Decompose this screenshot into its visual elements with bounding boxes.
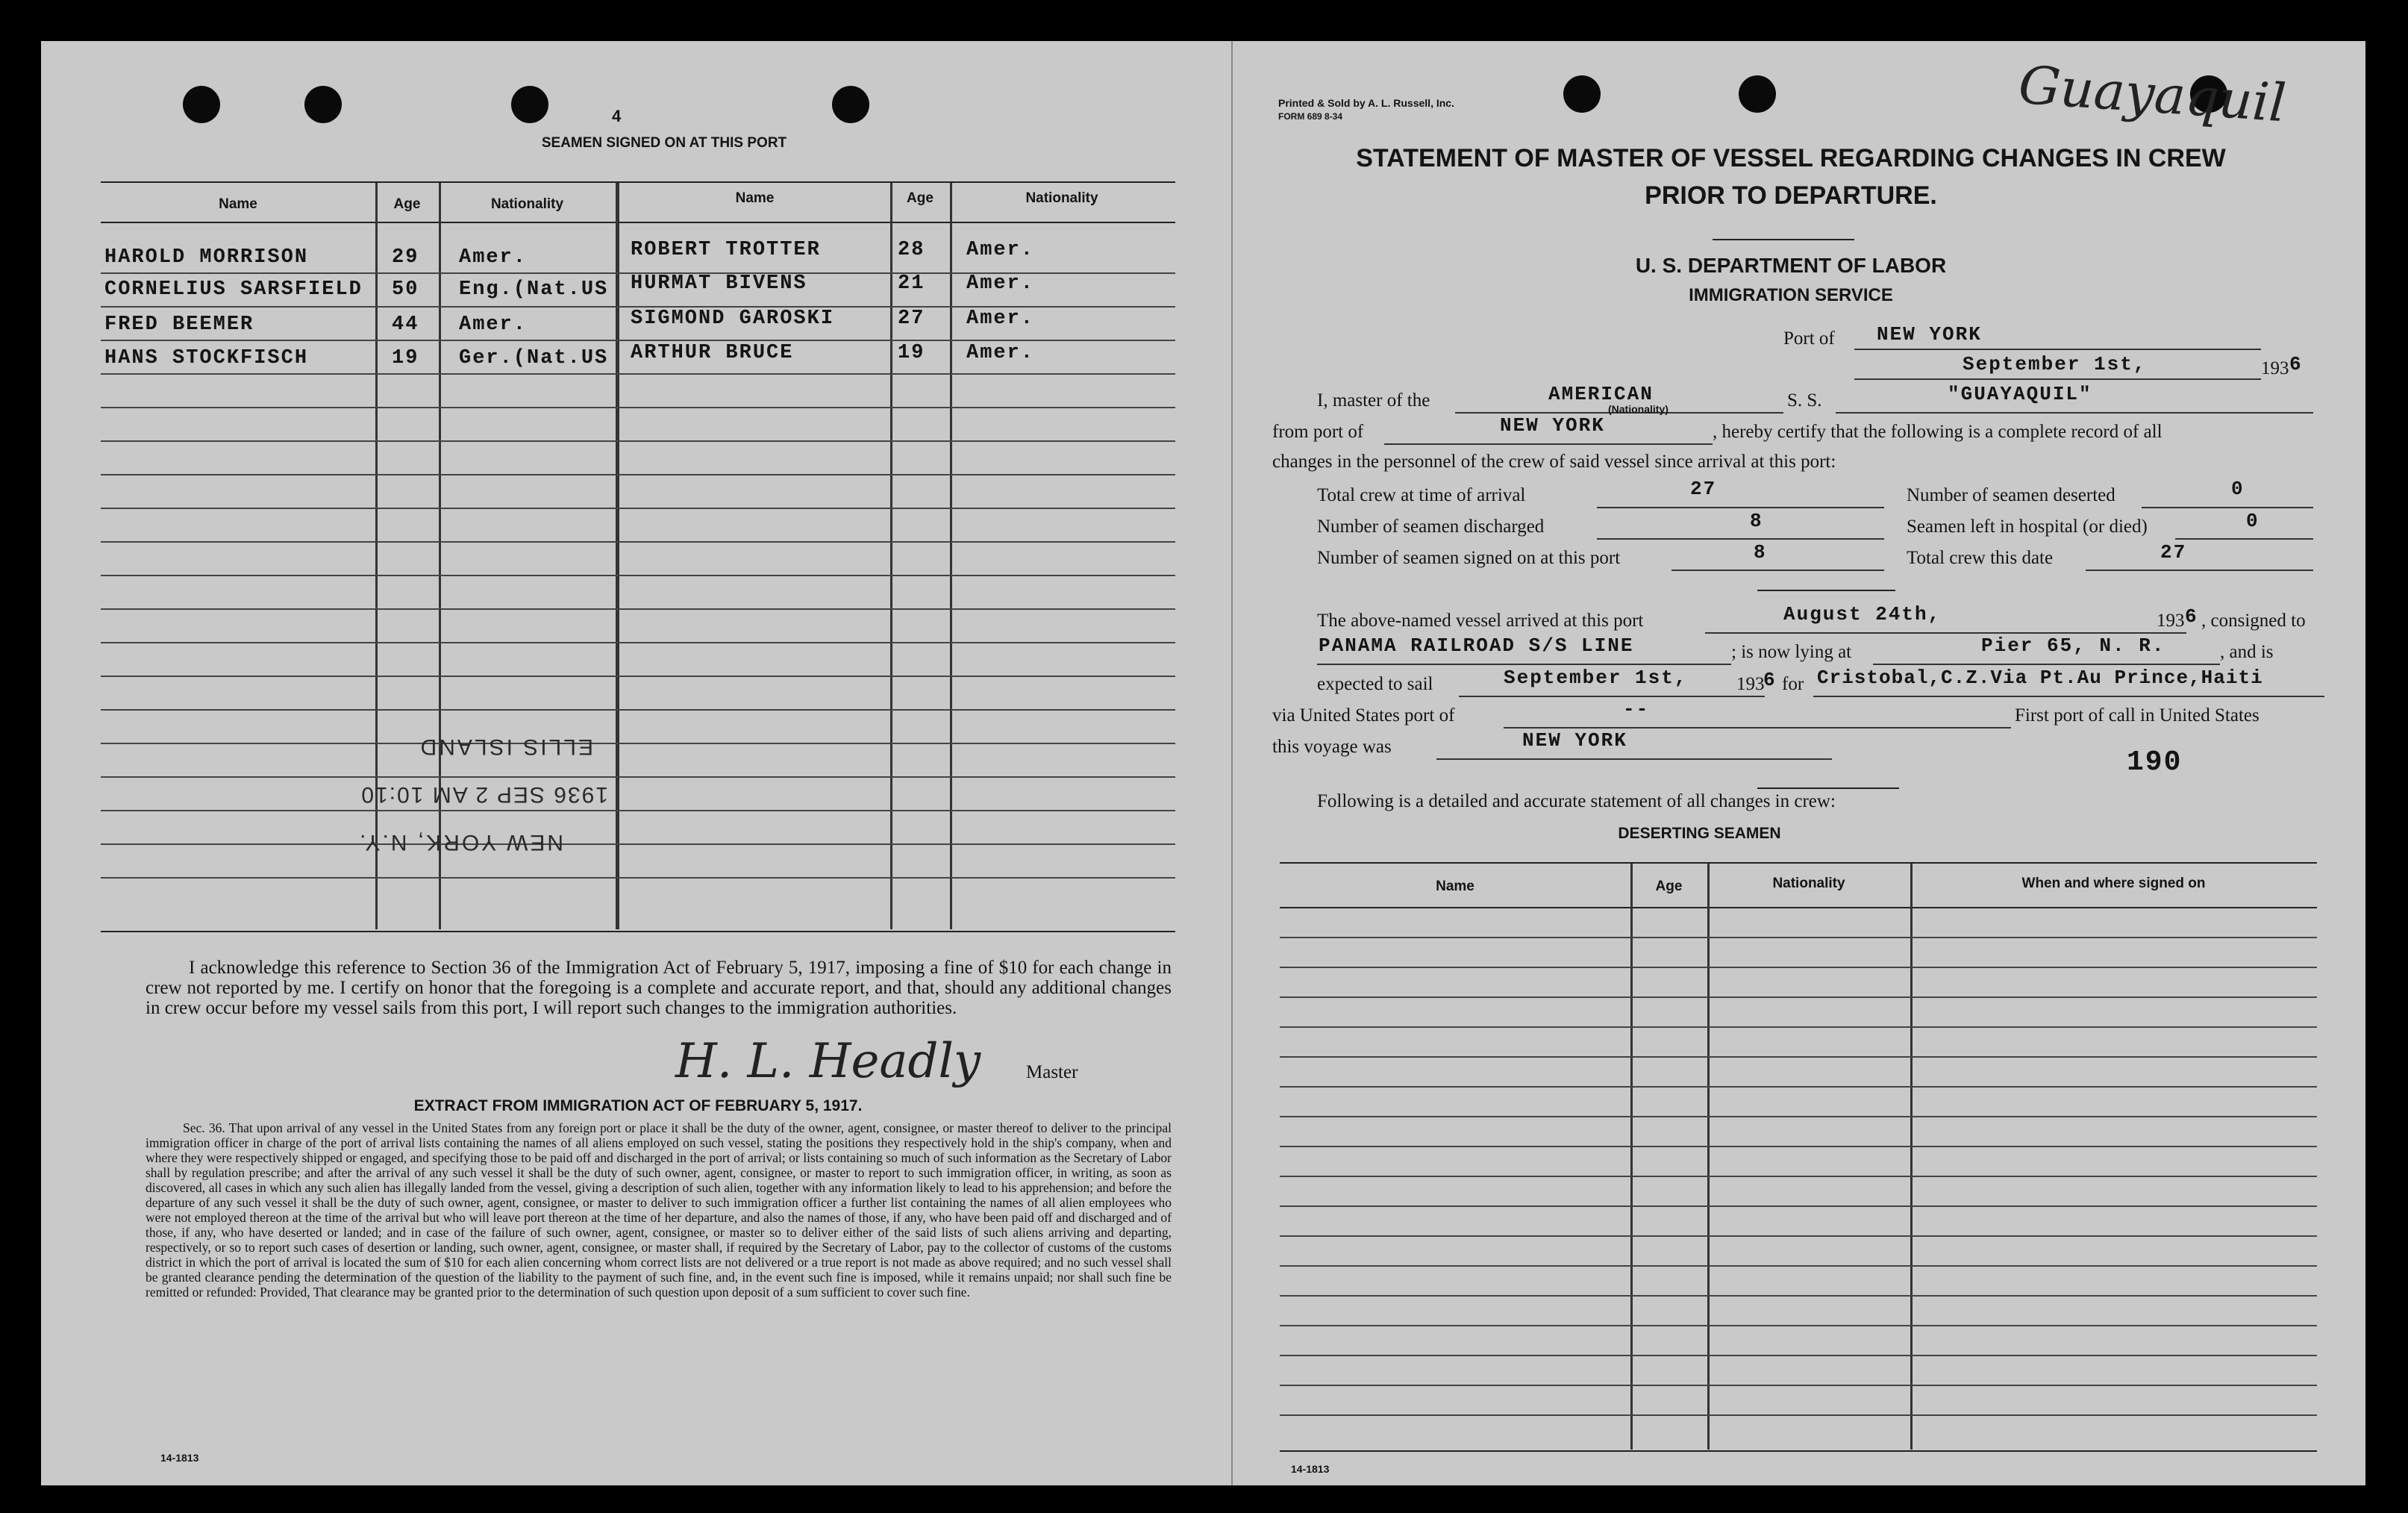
master-label: Master — [1026, 1062, 1078, 1082]
form-subtitle: PRIOR TO DEPARTURE. — [1645, 181, 1937, 210]
arrived-year-suffix: 6 — [2185, 605, 2198, 628]
table-row: ROBERT TROTTER — [631, 239, 821, 261]
via-label: via United States port of — [1272, 705, 1455, 726]
printer-credit: Printed & Sold by A. L. Russell, Inc. — [1278, 97, 1454, 109]
nationality-caption: (Nationality) — [1608, 403, 1669, 415]
table-row: 29 — [392, 246, 419, 269]
signed-label: Number of seamen signed on at this port — [1317, 548, 1621, 568]
expected-label: expected to sail — [1317, 674, 1433, 694]
deserting-title: DESERTING SEAMEN — [1618, 825, 1781, 842]
extract-title: EXTRACT FROM IMMIGRATION ACT OF FEBRUARY 5, 1917. — [413, 1097, 863, 1114]
table-row: HANS STOCKFISCH — [104, 347, 309, 369]
table-row: 19 — [898, 342, 925, 364]
section-title: SEAMEN SIGNED ON AT THIS PORT — [541, 135, 787, 151]
desert-col-when-where: When and where signed on — [2021, 876, 2206, 891]
lying-value: Pier 65, N. R. — [1981, 634, 2165, 657]
table-row: 21 — [898, 272, 925, 295]
acknowledgement-text: I acknowledge this reference to Section 36 of the Immigration Act of February 5, 1917, imposing a fine of $10 for each change in crew not reported by me. I certify on honor that the foregoing is a complete and accurate report, and that, should any additional changes in crew occur before my vessel sails from this port, I will report such changes to the immigration authorities. — [146, 958, 1172, 1018]
destination-value: Cristobal,C.Z.Via Pt.Au Prince,Haiti — [1817, 667, 2263, 689]
table-row: HURMAT BIVENS — [631, 272, 807, 295]
expected-year-suffix: 6 — [1763, 669, 1777, 691]
extract-text: Sec. 36. That upon arrival of any vessel in the United States from any foreign port or place it shall be the duty of the owner, agent, consignee, or master thereof to deliver to the principal immigration officer in charge of the port of arrival lists containing the names of all aliens employed on such vessel, stating the positions they respectively hold in the ship's company, when and where they were respectively shipped or engaged, and specifying those to be paid off and discharged in the port of arrival; or lists containing so much of such information as the Secretary of Labor shall by regulation prescribe; and after the arrival of any such vessel it shall be the duty of such owner, agent, consignee, or master to report to such immigration officer, in writing, as soon as discovered, all cases in which any such alien has illegally landed from the vessel, giving a description of such alien, together with any information likely to lead to his apprehension; and before the departure of any such vessel it shall be the duty of such owner, agent, consignee, or master to deliver to such immigration officer a further list containing the names of all alien employees who were not employed thereon at the time of the arrival but who will leave port thereon at the time of her departure, and also the names of those, if any, who have been paid off and discharged and of those, if any, who have deserted or landed; and in case of the failure of such owner, agent, consignee, or master so to deliver either of the said lists of such aliens arriving and departing, respectively, or so to report such cases of desertion or landing, such owner, agent, consignee, or master shall, if required by the Secretary of Labor, pay to the collector of customs of the customs district in which the port of arrival is located the sum of $10 for each alien concerning whom correct lists are not delivered or a true report is not made as above required; and no such vessel shall be granted clearance pending the determination of the question of the liability to the payment of such fine, and, in the event such fine is imposed, while it remains unpaid; nor shall such fine be remitted or refunded: Provided, That clearance may be granted prior to the determination of such question upon deposit of a sum sufficient to cover such fine. — [146, 1120, 1172, 1300]
punch-hole — [304, 86, 342, 123]
discharged-value: 8 — [1750, 510, 1763, 532]
lying-label: ; is now lying at — [1731, 642, 1852, 662]
port-value: NEW YORK — [1877, 323, 1982, 346]
hospital-label: Seamen left in hospital (or died) — [1907, 517, 2148, 537]
form-code: 14-1813 — [1291, 1463, 1330, 1475]
page-fold — [1231, 41, 1233, 1485]
table-row: Eng.(Nat.US — [459, 278, 609, 301]
table-row: Amer. — [966, 342, 1035, 364]
for-label: for — [1782, 674, 1804, 694]
table-row: Amer. — [966, 239, 1035, 261]
table-row: Amer. — [459, 313, 528, 336]
master-of-label: I, master of the — [1317, 390, 1430, 411]
punch-hole — [511, 86, 548, 123]
table-row: 50 — [392, 278, 419, 301]
department: U. S. DEPARTMENT OF LABOR — [1635, 254, 1947, 277]
consignee-value: PANAMA RAILROAD S/S LINE — [1319, 634, 1634, 657]
table-row: Amer. — [459, 246, 528, 269]
col-header-name: Name — [735, 190, 775, 206]
table-row: ARTHUR BRUCE — [631, 342, 794, 364]
ss-label: S. S. — [1787, 390, 1822, 411]
arrived-year-prefix: 193 — [2157, 611, 2185, 631]
and-is-label: , and is — [2220, 642, 2274, 662]
from-port-label: from port of — [1272, 422, 1364, 442]
table-row: CORNELIUS SARSFIELD — [104, 278, 363, 301]
expected-year-prefix: 193 — [1736, 674, 1765, 694]
punch-hole — [1563, 75, 1601, 113]
total-arrival-value: 27 — [1690, 478, 1717, 500]
arrived-label: The above-named vessel arrived at this port — [1317, 611, 1644, 631]
date-value: September 1st, — [1963, 353, 2147, 375]
page-number: 4 — [612, 107, 622, 125]
document-sheet — [41, 41, 2365, 1485]
voyage-value: NEW YORK — [1522, 729, 1627, 752]
deserted-label: Number of seamen deserted — [1907, 485, 2115, 505]
nationality-value: AMERICAN — [1548, 383, 1654, 405]
following-text: Following is a detailed and accurate statement of all changes in crew: — [1317, 791, 1836, 811]
table-row: HAROLD MORRISON — [104, 246, 309, 269]
table-row: 44 — [392, 313, 419, 336]
ship-name: "GUAYAQUIL" — [1948, 383, 2092, 405]
voyage-label: this voyage was — [1272, 737, 1392, 757]
desert-col-nationality: Nationality — [1772, 876, 1845, 891]
first-call-label: First port of call in United States — [2015, 705, 2260, 726]
handwritten-note: Guayaquil — [2016, 54, 2289, 134]
punch-hole — [1739, 75, 1776, 113]
ellis-island-stamp: NEW YORK, N.Y. 1936 SEP 2 AM 10:10 ELLIS ISLAND — [357, 734, 608, 855]
total-date-label: Total crew this date — [1907, 548, 2054, 568]
table-row: FRED BEEMER — [104, 313, 254, 336]
discharged-label: Number of seamen discharged — [1317, 517, 1545, 537]
from-port-value: NEW YORK — [1500, 414, 1605, 437]
number-190: 190 — [2127, 746, 2183, 779]
service: IMMIGRATION SERVICE — [1689, 285, 1893, 305]
desert-col-name: Name — [1436, 879, 1474, 894]
arrived-value: August 24th, — [1783, 603, 1942, 626]
form-number: FORM 689 8-34 — [1278, 111, 1343, 122]
year-suffix: 6 — [2289, 353, 2303, 375]
col-header-nationality: Nationality — [490, 196, 564, 212]
table-row: Amer. — [966, 308, 1035, 330]
table-row: 27 — [898, 308, 925, 330]
col-header-name: Name — [219, 196, 257, 212]
deserted-value: 0 — [2231, 478, 2245, 500]
col-header-age: Age — [907, 190, 934, 206]
table-row: SIGMOND GAROSKI — [631, 308, 835, 330]
punch-hole — [183, 86, 220, 123]
table-row: 19 — [392, 347, 419, 369]
total-date-value: 27 — [2160, 541, 2187, 564]
punch-hole — [832, 86, 869, 123]
form-title: STATEMENT OF MASTER OF VESSEL REGARDING CHANGES IN CREW — [1356, 144, 2226, 172]
col-header-nationality: Nationality — [1025, 190, 1098, 206]
year-prefix: 193 — [2261, 358, 2289, 378]
table-row: Amer. — [966, 272, 1035, 295]
desert-col-age: Age — [1655, 879, 1683, 894]
total-arrival-label: Total crew at time of arrival — [1317, 485, 1526, 505]
signed-value: 8 — [1754, 541, 1767, 564]
table-row: 28 — [898, 239, 925, 261]
changes-text: changes in the personnel of the crew of said vessel since arrival at this port: — [1272, 452, 1836, 472]
via-value: -- — [1623, 698, 1650, 720]
master-signature: H. L. Headly — [675, 1034, 981, 1089]
expected-value: September 1st, — [1504, 667, 1688, 689]
col-header-age: Age — [393, 196, 421, 212]
hospital-value: 0 — [2246, 510, 2260, 532]
port-label: Port of — [1783, 328, 1835, 349]
certify-text: , hereby certify that the following is a complete record of all — [1713, 422, 2162, 442]
consigned-label: , consigned to — [2201, 611, 2306, 631]
table-row: Ger.(Nat.US — [459, 347, 609, 369]
form-code: 14-1813 — [160, 1452, 199, 1464]
